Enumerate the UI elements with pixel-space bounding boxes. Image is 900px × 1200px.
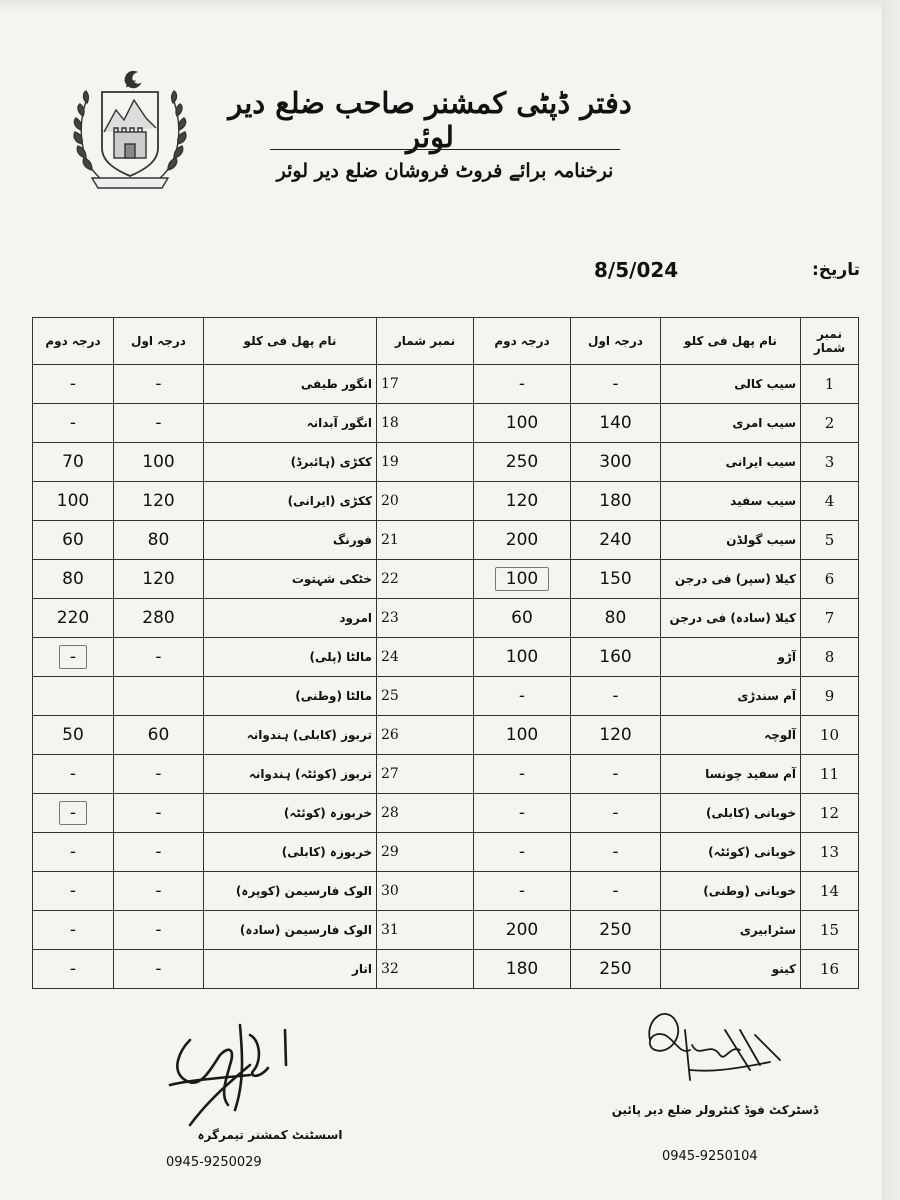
serial-number-cell: 12: [801, 794, 859, 833]
fruit-name-cell: ککڑی (ایرانی): [204, 482, 377, 521]
serial-number-cell: 31: [377, 911, 474, 950]
header-name-right: نام پھل فی کلو: [661, 318, 801, 365]
serial-number-cell: 10: [801, 716, 859, 755]
serial-number-cell: 28: [377, 794, 474, 833]
table-row: [33, 365, 859, 404]
grade2-price-cell: -: [33, 404, 114, 443]
grade2-price-cell: -: [33, 911, 114, 950]
fruit-name-cell: تربوز (کابلی) ہندوانہ: [204, 716, 377, 755]
grade1-price-cell: -: [571, 794, 661, 833]
serial-number-cell: 20: [377, 482, 474, 521]
grade2-price-cell: [33, 638, 114, 677]
grade2-price-cell: -: [474, 794, 571, 833]
table-row: [33, 950, 859, 989]
fruit-name-cell: انگور طیفی: [204, 365, 377, 404]
grade1-price-cell: [114, 677, 204, 716]
grade1-price-cell: -: [114, 833, 204, 872]
grade2-price-cell: 80: [33, 560, 114, 599]
grade1-price-cell: 120: [114, 482, 204, 521]
grade2-price: -: [59, 645, 87, 669]
table-row: [33, 599, 859, 638]
fruit-name-cell: آم سندڑی: [661, 677, 801, 716]
serial-number-cell: 26: [377, 716, 474, 755]
serial-number-cell: 29: [377, 833, 474, 872]
grade2-price-cell: 100: [474, 638, 571, 677]
grade2-price-cell: 180: [474, 950, 571, 989]
grade2-price-cell: 50: [33, 716, 114, 755]
serial-number-cell: 9: [801, 677, 859, 716]
fruit-name-cell: کیلا (سادہ) فی درجن: [661, 599, 801, 638]
fruit-name-cell: سیب گولڈن: [661, 521, 801, 560]
serial-number-cell: 21: [377, 521, 474, 560]
grade1-price-cell: 250: [571, 950, 661, 989]
grade1-price-cell: -: [571, 872, 661, 911]
serial-number-cell: 14: [801, 872, 859, 911]
left-signatory-title: اسسٹنٹ کمشنر تیمرگرہ: [197, 1128, 343, 1142]
serial-number-cell: 27: [377, 755, 474, 794]
grade1-price-cell: -: [114, 950, 204, 989]
serial-number-cell: 11: [801, 755, 859, 794]
header-grade2-left: درجہ دوم: [33, 318, 114, 365]
grade1-price-cell: -: [114, 365, 204, 404]
grade2-price-cell: -: [474, 833, 571, 872]
grade2-price-cell: -: [474, 755, 571, 794]
fruit-name-cell: ککڑی (ہائبرڈ): [204, 443, 377, 482]
grade2-price-cell: 100: [474, 716, 571, 755]
grade2-price-cell: -: [474, 677, 571, 716]
fruit-name-cell: آڑو: [661, 638, 801, 677]
fruit-rate-table: [32, 317, 859, 989]
serial-number-cell: 5: [801, 521, 859, 560]
serial-number-cell: 16: [801, 950, 859, 989]
government-emblem-icon: [70, 66, 190, 194]
table-row: [33, 755, 859, 794]
serial-number-cell: 17: [377, 365, 474, 404]
grade1-price-cell: 150: [571, 560, 661, 599]
serial-number-cell: 4: [801, 482, 859, 521]
grade2-price-cell: 60: [474, 599, 571, 638]
grade1-price-cell: -: [114, 755, 204, 794]
date-value: 8/5/024: [594, 258, 679, 282]
grade2-price-cell: 70: [33, 443, 114, 482]
serial-number-cell: 23: [377, 599, 474, 638]
date-label: تاریخ:: [812, 260, 860, 280]
table-row: [33, 911, 859, 950]
fruit-name-cell: انگور آبدانہ: [204, 404, 377, 443]
right-signatory-title: ڈسٹرکٹ فوڈ کنٹرولر ضلع دیر پائین: [611, 1103, 819, 1117]
grade1-price-cell: 250: [571, 911, 661, 950]
office-title: دفتر ڈپٹی کمشنر صاحب ضلع دیر لوئر: [228, 86, 632, 154]
grade1-price-cell: 180: [571, 482, 661, 521]
grade2-price-cell: [474, 560, 571, 599]
food-controller-signature: [630, 1000, 800, 1090]
grade1-price-cell: 160: [571, 638, 661, 677]
serial-number-cell: 25: [377, 677, 474, 716]
grade2-price-cell: -: [33, 833, 114, 872]
grade1-price-cell: 140: [571, 404, 661, 443]
table-row: [33, 716, 859, 755]
grade1-price-cell: 80: [571, 599, 661, 638]
fruit-name-cell: سیب امری: [661, 404, 801, 443]
grade1-price-cell: 300: [571, 443, 661, 482]
grade2-price-cell: -: [33, 755, 114, 794]
fruit-name-cell: خربوزہ (کوئٹہ): [204, 794, 377, 833]
grade1-price-cell: 240: [571, 521, 661, 560]
header-grade2-right: درجہ دوم: [474, 318, 571, 365]
fruit-name-cell: خٹکی شہتوت: [204, 560, 377, 599]
fruit-name-cell: کینو: [661, 950, 801, 989]
serial-number-cell: 19: [377, 443, 474, 482]
serial-number-cell: 24: [377, 638, 474, 677]
table-row: [33, 638, 859, 677]
table-row: [33, 794, 859, 833]
table-row: [33, 833, 859, 872]
grade2-price: 100: [495, 567, 549, 591]
serial-number-cell: 32: [377, 950, 474, 989]
fruit-name-cell: آلوچہ: [661, 716, 801, 755]
serial-number-cell: 13: [801, 833, 859, 872]
header-name-left: نام پھل فی کلو: [204, 318, 377, 365]
grade1-price-cell: -: [571, 365, 661, 404]
grade1-price-cell: 80: [114, 521, 204, 560]
fruit-name-cell: الوک فارسیمن (کوپرہ): [204, 872, 377, 911]
header-serial-left: نمبر شمار: [377, 318, 474, 365]
table-row: [33, 521, 859, 560]
grade2-price-cell: 100: [33, 482, 114, 521]
fruit-name-cell: مالٹا (وطنی): [204, 677, 377, 716]
right-phone: 0945-9250104: [662, 1149, 758, 1164]
grade2-price-cell: -: [474, 872, 571, 911]
grade1-price-cell: -: [571, 755, 661, 794]
grade1-price-cell: -: [114, 638, 204, 677]
serial-number-cell: 22: [377, 560, 474, 599]
grade1-price-cell: -: [114, 872, 204, 911]
grade1-price-cell: 120: [114, 560, 204, 599]
fruit-name-cell: سیب کالی: [661, 365, 801, 404]
table-row: [33, 872, 859, 911]
document-subtitle: نرخنامہ برائے فروٹ فروشان ضلع دیر لوئر: [276, 160, 614, 182]
fruit-name-cell: خوبانی (کوئٹہ): [661, 833, 801, 872]
paper-edge-top: [0, 0, 900, 12]
serial-number-cell: 3: [801, 443, 859, 482]
grade1-price-cell: 100: [114, 443, 204, 482]
grade1-price-cell: -: [571, 677, 661, 716]
table-row: [33, 677, 859, 716]
grade2-price: -: [59, 801, 87, 825]
table-row: [33, 404, 859, 443]
table-header-row: [33, 318, 859, 365]
serial-number-cell: 18: [377, 404, 474, 443]
table-row: [33, 443, 859, 482]
fruit-name-cell: الوک فارسیمن (سادہ): [204, 911, 377, 950]
fruit-name-cell: انار: [204, 950, 377, 989]
grade2-price-cell: -: [474, 365, 571, 404]
grade2-price-cell: 60: [33, 521, 114, 560]
table-row: [33, 482, 859, 521]
fruit-name-cell: خوبانی (وطنی): [661, 872, 801, 911]
assistant-commissioner-signature: [150, 1010, 310, 1130]
grade2-price-cell: -: [33, 365, 114, 404]
grade2-price-cell: 120: [474, 482, 571, 521]
table-row: [33, 560, 859, 599]
fruit-name-cell: سیب ایرانی: [661, 443, 801, 482]
header-grade1-right: درجہ اول: [571, 318, 661, 365]
fruit-name-cell: امرود: [204, 599, 377, 638]
serial-number-cell: 7: [801, 599, 859, 638]
grade1-price-cell: -: [114, 911, 204, 950]
grade2-price-cell: 200: [474, 521, 571, 560]
grade1-price-cell: 60: [114, 716, 204, 755]
grade2-price-cell: 100: [474, 404, 571, 443]
grade1-price-cell: -: [114, 404, 204, 443]
grade2-price-cell: 200: [474, 911, 571, 950]
fruit-name-cell: آم سفید چونسا: [661, 755, 801, 794]
grade2-price-cell: 220: [33, 599, 114, 638]
grade1-price-cell: 280: [114, 599, 204, 638]
grade2-price-cell: [33, 794, 114, 833]
serial-number-cell: 15: [801, 911, 859, 950]
grade2-price-cell: -: [33, 872, 114, 911]
header-serial-right: نمبر شمار: [801, 318, 859, 365]
grade1-price-cell: 120: [571, 716, 661, 755]
fruit-name-cell: کیلا (سپر) فی درجن: [661, 560, 801, 599]
left-phone: 0945-9250029: [166, 1155, 262, 1170]
fruit-name-cell: سٹرابیری: [661, 911, 801, 950]
grade2-price-cell: [33, 677, 114, 716]
title-underline: [270, 149, 620, 150]
header-grade1-left: درجہ اول: [114, 318, 204, 365]
fruit-name-cell: سیب سفید: [661, 482, 801, 521]
grade2-price-cell: -: [33, 950, 114, 989]
fruit-name-cell: خربوزہ (کابلی): [204, 833, 377, 872]
serial-number-cell: 8: [801, 638, 859, 677]
serial-number-cell: 2: [801, 404, 859, 443]
grade1-price-cell: -: [114, 794, 204, 833]
paper-edge-right: [882, 0, 900, 1200]
serial-number-cell: 30: [377, 872, 474, 911]
grade1-price-cell: -: [571, 833, 661, 872]
serial-number-cell: 1: [801, 365, 859, 404]
fruit-name-cell: فورنگ: [204, 521, 377, 560]
fruit-name-cell: تربوز (کوئٹہ) ہندوانہ: [204, 755, 377, 794]
fruit-name-cell: خوبانی (کابلی): [661, 794, 801, 833]
grade2-price-cell: 250: [474, 443, 571, 482]
serial-number-cell: 6: [801, 560, 859, 599]
fruit-name-cell: مالٹا (پلی): [204, 638, 377, 677]
